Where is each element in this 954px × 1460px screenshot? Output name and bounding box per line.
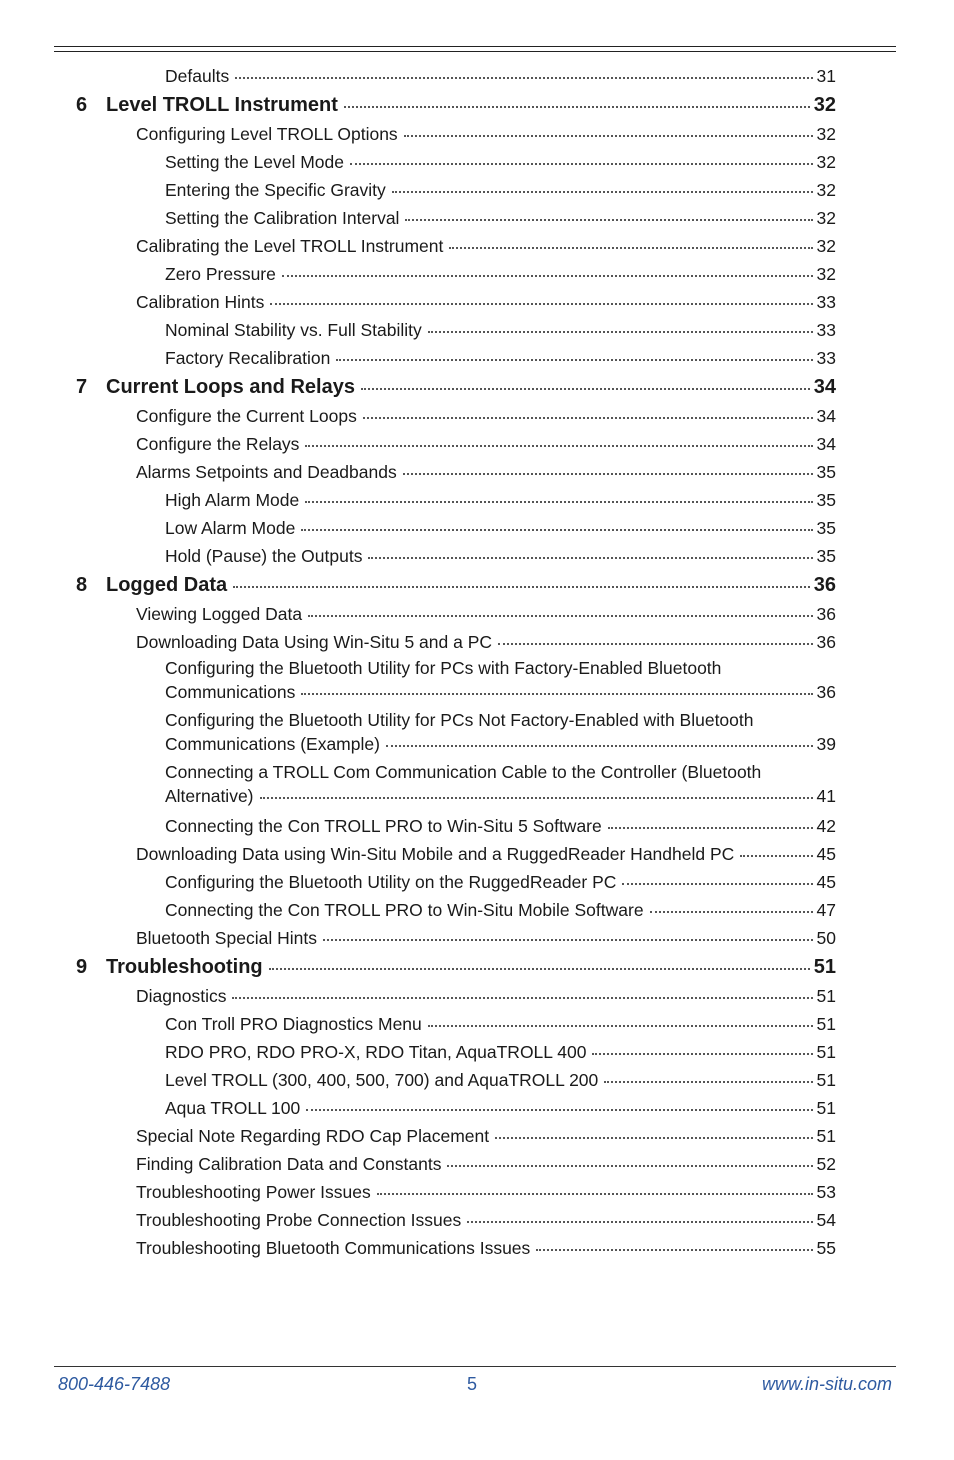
toc-entry-page: 51 [813,956,836,978]
toc-entry-title: Viewing Logged Data [136,604,303,624]
toc-entry-page: 32 [813,94,836,116]
toc-entry[interactable] [0,868,836,896]
toc-entry[interactable] [0,1234,836,1262]
toc-entry-page: 36 [816,632,836,652]
toc-entry-title-line2: Communications (Example) [165,734,380,754]
toc-entry-page: 41 [816,786,836,806]
toc-entry[interactable] [0,1066,836,1094]
toc-entry-title: Current Loops and Relays [106,376,355,398]
toc-dot-leader [377,1192,813,1195]
toc-entry-page: 35 [816,518,836,538]
toc-entry-page: 34 [813,376,836,398]
toc-dot-leader [404,134,813,137]
toc-dot-leader [467,1220,812,1223]
toc-dot-leader [305,500,812,503]
toc-entry-page: 45 [816,872,836,892]
table-of-contents [0,62,954,1262]
toc-entry-title: Troubleshooting Power Issues [136,1182,371,1202]
toc-entry-title: Calibrating the Level TROLL Instrument [136,236,444,256]
toc-dot-leader [368,556,812,559]
footer-phone: 800-446-7488 [58,1374,171,1394]
toc-entry-page: 32 [816,124,836,144]
toc-entry[interactable] [0,1038,836,1066]
toc-entry-page: 52 [816,1154,836,1174]
footer-rule [54,1366,896,1367]
toc-entry-page: 51 [816,1014,836,1034]
toc-dot-leader [282,274,813,277]
toc-entry[interactable] [0,760,836,808]
toc-chapter[interactable] [0,90,836,120]
toc-entry-page: 34 [816,434,836,454]
toc-dot-leader [233,585,810,588]
toc-entry-title: Logged Data [106,574,228,596]
toc-entry-title: Troubleshooting Bluetooth Communications Issues [136,1238,531,1258]
toc-entry-title: Setting the Calibration Interval [165,208,400,228]
toc-entry[interactable] [0,514,836,542]
toc-entry[interactable] [0,120,836,148]
toc-chapter[interactable] [0,372,836,402]
toc-entry-page: 32 [816,152,836,172]
toc-entry-page: 36 [816,604,836,624]
toc-entry-page: 32 [816,264,836,284]
toc-entry[interactable] [0,896,836,924]
toc-entry-title: Low Alarm Mode [165,518,296,538]
toc-entry[interactable] [0,458,836,486]
toc-entry[interactable] [0,486,836,514]
toc-entry[interactable] [0,542,836,570]
toc-dot-leader [308,614,812,617]
toc-entry-title: Special Note Regarding RDO Cap Placement [136,1126,490,1146]
toc-entry-page: 35 [816,462,836,482]
toc-entry-page: 32 [816,208,836,228]
toc-entry[interactable] [0,600,836,628]
toc-entry-title: Configuring the Bluetooth Utility on the RuggedReader PC [165,872,617,892]
toc-entry-page: 36 [813,574,836,596]
toc-entry-title: Configuring Level TROLL Options [136,124,398,144]
toc-dot-leader [428,330,813,333]
toc-entry-page: 31 [816,66,836,86]
toc-entry-title: RDO PRO, RDO PRO-X, RDO Titan, AquaTROLL 400 [165,1042,587,1062]
toc-entry-title: Connecting the Con TROLL PRO to Win-Situ Mobile Software [165,900,644,920]
toc-entry-page: 33 [816,292,836,312]
toc-entry-title-line1: Configuring the Bluetooth Utility for PCs with Factory-Enabled Bluetooth [165,658,722,678]
toc-chapter-number: 6 [76,94,88,116]
toc-entry-page: 54 [816,1210,836,1230]
toc-dot-leader [403,472,813,475]
toc-entry-title-line1: Connecting a TROLL Com Communication Cable to the Controller (Bluetooth [165,762,762,782]
toc-entry[interactable] [0,1178,836,1206]
toc-entry[interactable] [0,260,836,288]
toc-dot-leader [622,882,812,885]
toc-entry[interactable] [0,1094,836,1122]
toc-entry-title: Level TROLL Instrument [106,94,338,116]
toc-chapter[interactable] [0,952,836,982]
toc-entry-page: 51 [816,1042,836,1062]
toc-entry-page: 51 [816,1126,836,1146]
toc-dot-leader [336,358,812,361]
toc-entry-title-line1: Configuring the Bluetooth Utility for PCs Not Factory-Enabled with Bluetooth [165,710,754,730]
toc-dot-leader [301,528,812,531]
toc-entry-title: Configure the Relays [136,434,300,454]
toc-entry[interactable] [0,924,836,952]
toc-entry[interactable] [0,62,836,90]
toc-entry[interactable] [0,628,836,656]
toc-chapter-number: 7 [76,376,88,398]
toc-entry-page: 42 [816,816,836,836]
toc-dot-leader [305,444,812,447]
toc-dot-leader [449,246,812,249]
toc-entry-page: 45 [816,844,836,864]
toc-dot-leader [536,1248,812,1251]
toc-chapter-number: 9 [76,956,88,978]
toc-entry[interactable] [0,344,836,372]
toc-entry-title: Nominal Stability vs. Full Stability [165,320,422,340]
toc-dot-leader [405,218,812,221]
toc-dot-leader [235,76,812,79]
toc-dot-leader [592,1052,812,1055]
toc-entry-title: Con Troll PRO Diagnostics Menu [165,1014,422,1034]
toc-entry-title: Defaults [165,66,230,86]
toc-entry-page: 55 [816,1238,836,1258]
toc-entry-page: 33 [816,348,836,368]
toc-entry-page: 33 [816,320,836,340]
toc-dot-leader [608,826,813,829]
toc-entry-page: 39 [816,734,836,754]
toc-entry[interactable] [0,430,836,458]
toc-entry-page: 51 [816,1070,836,1090]
toc-entry-page: 47 [816,900,836,920]
toc-entry[interactable] [0,402,836,430]
toc-entry-page: 50 [816,928,836,948]
toc-entry-title: Aqua TROLL 100 [165,1098,301,1118]
toc-entry-page: 32 [816,236,836,256]
toc-chapter-number: 8 [76,574,88,596]
toc-dot-leader [260,796,813,799]
toc-dot-leader [361,387,810,390]
toc-entry-title: Alarms Setpoints and Deadbands [136,462,397,482]
toc-entry-title: Calibration Hints [136,292,265,312]
toc-entry[interactable] [0,656,836,704]
toc-entry-title: Troubleshooting Probe Connection Issues [136,1210,462,1230]
toc-dot-leader [447,1164,812,1167]
toc-entry-title: Downloading Data Using Win-Situ 5 and a PC [136,632,493,652]
toc-entry-title: Setting the Level Mode [165,152,345,172]
toc-entry-page: 34 [816,406,836,426]
toc-entry[interactable] [0,708,836,756]
toc-entry-title: Configure the Current Loops [136,406,357,426]
toc-dot-leader [344,105,810,108]
toc-entry[interactable] [0,316,836,344]
toc-entry[interactable] [0,288,836,316]
toc-entry[interactable] [0,840,836,868]
toc-entry-title: Zero Pressure [165,264,276,284]
toc-entry[interactable] [0,204,836,232]
toc-entry[interactable] [0,1010,836,1038]
toc-dot-leader [495,1136,812,1139]
toc-entry-title: Finding Calibration Data and Constants [136,1154,442,1174]
toc-entry[interactable] [0,232,836,260]
toc-dot-leader [740,854,812,857]
toc-dot-leader [306,1108,812,1111]
toc-entry-title: Level TROLL (300, 400, 500, 700) and AquaTROLL 200 [165,1070,599,1090]
toc-dot-leader [604,1080,812,1083]
toc-entry-title: Factory Recalibration [165,348,331,368]
footer-page-number: 5 [467,1374,478,1394]
toc-entry[interactable] [0,1206,836,1234]
toc-entry-title: Diagnostics [136,986,227,1006]
toc-dot-leader [301,692,812,695]
toc-dot-leader [232,996,812,999]
toc-entry-page: 51 [816,1098,836,1118]
toc-entry-title: High Alarm Mode [165,490,300,510]
toc-entry-title-line2: Alternative) [165,786,254,806]
toc-entry-title: Entering the Specific Gravity [165,180,386,200]
toc-dot-leader [270,302,812,305]
toc-entry[interactable] [0,982,836,1010]
toc-entry-page: 51 [816,986,836,1006]
header-rule-top [54,46,896,47]
toc-entry-title: Bluetooth Special Hints [136,928,317,948]
toc-dot-leader [650,910,813,913]
toc-entry-title: Connecting the Con TROLL PRO to Win-Situ 5 Software [165,816,602,836]
toc-entry-title: Hold (Pause) the Outputs [165,546,363,566]
toc-chapter[interactable] [0,570,836,600]
toc-dot-leader [386,744,813,747]
header-rule-bottom [54,51,896,52]
toc-dot-leader [323,938,813,941]
toc-entry[interactable] [0,148,836,176]
toc-dot-leader [428,1024,813,1027]
toc-entry-title: Downloading Data using Win-Situ Mobile and a RuggedReader Handheld PC [136,844,735,864]
toc-dot-leader [498,642,813,645]
toc-entry-page: 36 [816,682,836,702]
footer-website[interactable]: www.in-situ.com [761,1374,892,1394]
toc-entry[interactable] [0,176,836,204]
toc-entry-title: Troubleshooting [106,956,263,978]
toc-entry-page: 32 [816,180,836,200]
toc-dot-leader [269,967,810,970]
toc-dot-leader [363,416,813,419]
toc-entry-page: 53 [816,1182,836,1202]
toc-entry-title-line2: Communications [165,682,296,702]
toc-entry-page: 35 [816,546,836,566]
toc-entry[interactable] [0,812,836,840]
toc-entry-page: 35 [816,490,836,510]
toc-entry[interactable] [0,1122,836,1150]
toc-dot-leader [392,190,813,193]
toc-dot-leader [350,162,813,165]
toc-entry[interactable] [0,1150,836,1178]
